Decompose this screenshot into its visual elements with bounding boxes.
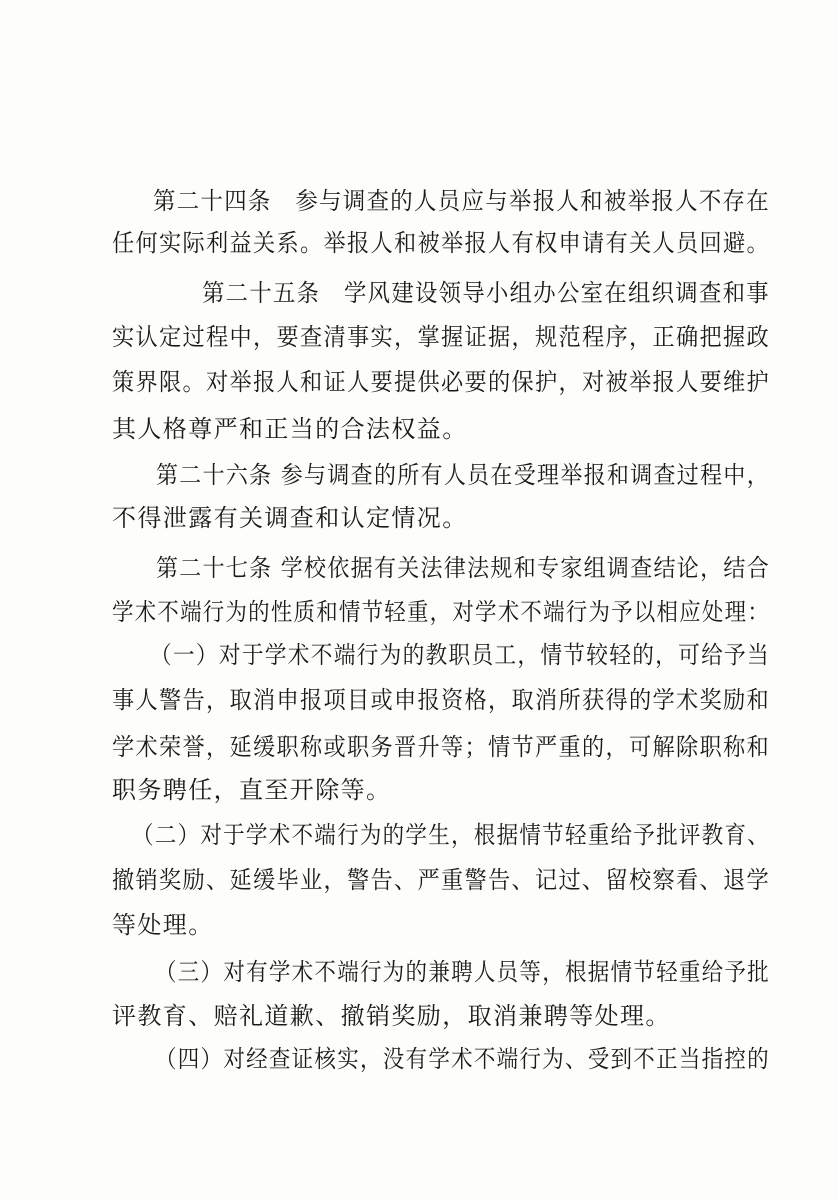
text-line: 任何实际利益关系。举报人和被举报人有权申请有关人员回避。 [112,229,771,257]
text-line: 第二十五条 学风建设领导小组办公室在组织调查和事 [202,279,770,307]
text-line: （三）对有学术不端行为的兼聘人员等，根据情节轻重给予批 [155,958,770,986]
text-line: 实认定过程中，要查清事实，掌握证据，规范程序，正确把握政 [112,323,771,351]
text-line: 学术荣誉，延缓职称或职务晋升等；情节严重的，可解除职称和 [112,733,771,761]
text-line: 学术不端行为的性质和情节轻重，对学术不端行为予以相应处理： [112,598,771,626]
text-line: 第二十七条 学校依据有关法律法规和专家组调查结论，结合 [156,554,771,582]
text-line: 其人格尊严和正当的合法权益。 [112,415,468,443]
text-line: 第二十六条 参与调查的所有人员在受理举报和调查过程中， [156,461,771,489]
text-line: 职务聘任，直至开除等。 [112,776,392,804]
text-line: 策界限。对举报人和证人要提供必要的保护，对被举报人要维护 [112,368,771,396]
text-line: 第二十四条 参与调查的人员应与举报人和被举报人不存在 [153,187,771,215]
text-line: 事人警告，取消申报项目或申报资格，取消所获得的学术奖励和 [112,686,771,714]
text-line: 评教育、赔礼道歉、撤销奖励，取消兼聘等处理。 [112,1002,671,1030]
text-line: （二）对于学术不端行为的学生，根据情节轻重给予批评教育、 [132,821,771,849]
text-line: 不得泄露有关调查和认定情况。 [112,504,468,532]
text-line: （四）对经查证核实，没有学术不端行为、受到不正当指控的 [155,1045,770,1073]
text-line: （一）对于学术不端行为的教职员工，情节较轻的，可给予当 [150,641,770,669]
text-line: 等处理。 [112,911,214,939]
text-line: 撤销奖励、延缓毕业，警告、严重警告、记过、留校察看、退学 [112,866,771,894]
